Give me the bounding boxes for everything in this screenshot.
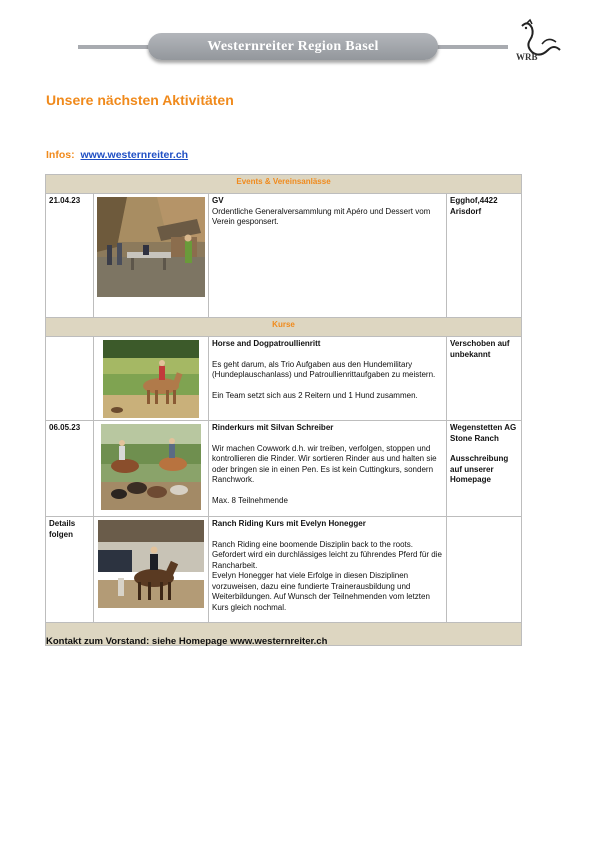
header-title: Westernreiter Region Basel bbox=[207, 38, 379, 54]
kurse-heading: Kurse bbox=[46, 318, 522, 337]
kurs-date: 06.05.23 bbox=[46, 421, 94, 517]
event-title: GV bbox=[212, 196, 224, 205]
kurs-title: Rinderkurs mit Silvan Schreiber bbox=[212, 423, 334, 432]
kurs-place: Verschoben auf unbekannt bbox=[447, 337, 522, 421]
kurs-place-ranch: Stone Ranch bbox=[450, 433, 499, 443]
kurs-description: Wir machen Cowwork d.h. wir treiben, verfolgen, stoppen und kontrollieren die Rinder. Wir sortieren Rinder aus und halten sie oder bringen sie in einen Pen. Es ist kein Cuttingkurs, sondern Ranchwork. bbox=[212, 443, 437, 484]
infos-label: Infos: bbox=[46, 149, 75, 161]
horse-dog-photo bbox=[103, 340, 199, 418]
contact-line: Kontakt zum Vorstand: siehe Homepage www.westernreiter.ch bbox=[46, 636, 328, 647]
events-section-header bbox=[46, 175, 522, 194]
event-date: 21.04.23 bbox=[46, 194, 94, 318]
kurs-title: Ranch Riding Kurs mit Evelyn Honegger bbox=[212, 519, 366, 528]
table-row bbox=[46, 194, 522, 318]
website-link[interactable]: www.westernreiter.ch bbox=[80, 149, 189, 161]
table-row bbox=[46, 337, 522, 421]
kurs-photo-cell bbox=[94, 517, 209, 623]
kurs-description-2: Evelyn Honegger hat viele Erfolge in diesen Disziplinen vorzuweisen, dazu eine fundierte Trainerausbildung und Weiterbildungen. Auf Wunsch der Teilnehmenden vom letzten Kurs gleich nochmal. bbox=[212, 571, 430, 612]
kurs-place-cell bbox=[447, 421, 522, 517]
kurs-date bbox=[46, 337, 94, 421]
infos-line bbox=[46, 149, 188, 161]
kurs-place-note: Ausschreibung auf unserer Homepage bbox=[450, 454, 509, 484]
kurs-photo-cell bbox=[94, 337, 209, 421]
kurs-details bbox=[209, 517, 447, 623]
kurs-description: Es geht darum, als Trio Aufgaben aus den Hundemilitary (Hundeplauschanlass) und Patroullienrittaufgaben zu meistern. bbox=[212, 359, 436, 379]
cattle-photo bbox=[101, 424, 201, 510]
kurse-section-header bbox=[46, 318, 522, 337]
kurs-place bbox=[447, 517, 522, 623]
logo-text: WRB bbox=[516, 52, 538, 62]
kurs-place: Wegenstetten AG bbox=[450, 423, 517, 432]
ranch-riding-photo bbox=[98, 520, 204, 608]
gv-photo bbox=[97, 197, 205, 297]
kurs-photo-cell bbox=[94, 421, 209, 517]
kurs-title: Horse and Dogpatroullienritt bbox=[212, 339, 321, 348]
event-place: Egghof,4422 Arisdorf bbox=[447, 194, 522, 318]
page-title: Unsere nächsten Aktivitäten bbox=[46, 92, 234, 108]
table-row bbox=[46, 421, 522, 517]
kurs-note: Max. 8 Teilnehmende bbox=[212, 495, 288, 505]
table-row bbox=[46, 517, 522, 623]
activities-table bbox=[45, 174, 522, 646]
event-description: Ordentliche Generalversammlung mit Apéro und Dessert vom Verein gesponsert. bbox=[212, 206, 431, 226]
events-heading: Events & Vereinsanlässe bbox=[46, 175, 522, 194]
kurs-details bbox=[209, 337, 447, 421]
kurs-date: Details folgen bbox=[46, 517, 94, 623]
header-banner bbox=[148, 33, 438, 60]
kurs-note: Ein Team setzt sich aus 2 Reitern und 1 Hund zusammen. bbox=[212, 390, 418, 400]
event-details bbox=[209, 194, 447, 318]
kurs-description: Ranch Riding eine boomende Disziplin back to the roots. Gefordert wird ein durchlässiges leicht zu führendes Pferd für die Rancharbeit. bbox=[212, 539, 442, 570]
event-photo-cell bbox=[94, 194, 209, 318]
kurs-details bbox=[209, 421, 447, 517]
